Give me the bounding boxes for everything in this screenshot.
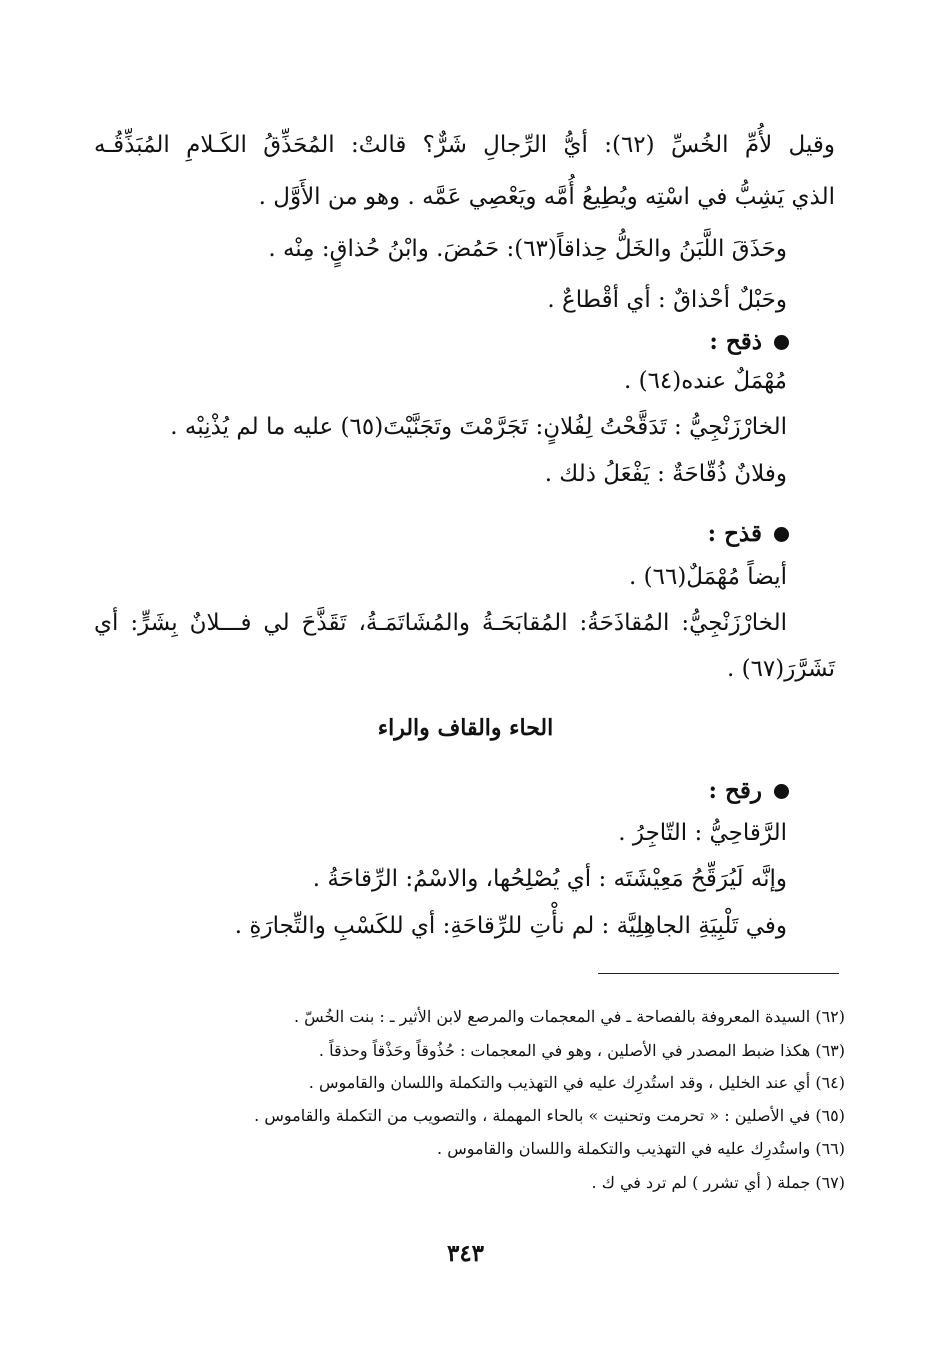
footnote-66: (٦٦) واستُدرِك عليه في التهذيب والتكملة واللسان والقاموس . [437, 1139, 845, 1158]
entry-line-10: تَشَرَّرَ(٦٧) . [726, 656, 835, 682]
page-number: ٣٤٣ [446, 1240, 485, 1267]
root-heading-label: قذح : [707, 520, 762, 547]
bullet-icon [774, 527, 789, 542]
footnote-67: (٦٧) جملة ( أي تشرر ) لم ترد في ك . [591, 1173, 845, 1192]
root-heading-label: ذقح : [709, 328, 762, 355]
root-heading-rqh [709, 774, 789, 808]
entry-line-8: أيضاً مُهْمَلٌ(٦٦) . [629, 564, 787, 590]
root-heading-dhqh [709, 325, 789, 359]
entry-line-7: وفلانٌ ذُقّاحَةٌ : يَفْعَلُ ذلك . [544, 461, 787, 487]
entry-line-4: وحَبْلٌ أحْذاقٌ : أي أقْطاعٌ . [547, 287, 787, 313]
entry-line-5: مُهْمَلٌ عنده(٦٤) . [623, 368, 787, 394]
entry-line-1: وقيل لأُمِّ الخُسِّ (٦٢): أيُّ الرِّجالِ شَرٌّ؟ قالتْ: المُحَذِّقُ الكَـلامِ المُبَذِّقُـه [94, 132, 835, 158]
entry-line-6: الخارْزَنْجِيُّ : تَدَقَّحْتُ لِفُلانٍ: تَجَرَّمْتَ وتَجَنَّيْتَ(٦٥) عليه ما لم يُذْنِبْه . [170, 414, 787, 440]
root-heading-label: رقح : [708, 777, 762, 804]
entry-line-11: الرَّقاحِيُّ : التّاجِرُ . [618, 820, 787, 846]
root-heading-qdhh [708, 517, 789, 551]
footnote-divider [598, 973, 839, 974]
entry-line-12: وإنَّه لَيُرَقِّحُ مَعِيْشَتَه : أي يُصْلِحُها، والاسْمُ: الرِّقاحَةُ . [312, 866, 787, 892]
section-title: الحاء والقاف والراء [377, 715, 554, 741]
footnote-64: (٦٤) أي عند الخليل ، وقد استُدرِك عليه في التهذيب والتكملة واللسان والقاموس . [308, 1073, 845, 1092]
footnote-62: (٦٢) السيدة المعروفة بالفصاحة ـ في المعجمات والمرصع لابن الأثير ـ : بنت الخُسّ . [293, 1007, 845, 1026]
bullet-icon [774, 784, 789, 799]
entry-line-9: الخارْزَنْجِيُّ: المُقاذَحَةُ: المُقابَحَـةُ والمُشَاتَمَـةُ، تَقَذَّحَ لي فـــلانٌ بِشَرٍّ: أي [94, 610, 787, 636]
entry-line-13: وفي تَلْبِيَةِ الجاهِلِيَّة : لم نأْتِ للرِّقاحَةِ: أي للكَسْبِ والتِّجارَةِ . [234, 913, 787, 939]
bullet-icon [774, 335, 789, 350]
footnote-65: (٦٥) في الأصلين : « تحرمت وتحنيت » بالحاء المهملة ، والتصويب من التكملة والقاموس . [254, 1106, 845, 1125]
entry-line-2: الذي يَشِبُّ في اسْتِه ويُطِيعُ أُمَّه ويَعْصِي عَمَّه . وهو من الأَوَّل . [258, 184, 835, 210]
footnote-63: (٦٣) هكذا ضبط المصدر في الأصلين ، وهو في المعجمات : حُذُوقاً وحَذْقاً وحذقاً . [318, 1041, 845, 1060]
entry-line-3: وحَذَقَ اللَّبَنُ والخَلُّ حِذاقاً(٦٣): حَمُضَ. وابْنُ حُذاقٍ: مِنْه . [268, 236, 787, 262]
